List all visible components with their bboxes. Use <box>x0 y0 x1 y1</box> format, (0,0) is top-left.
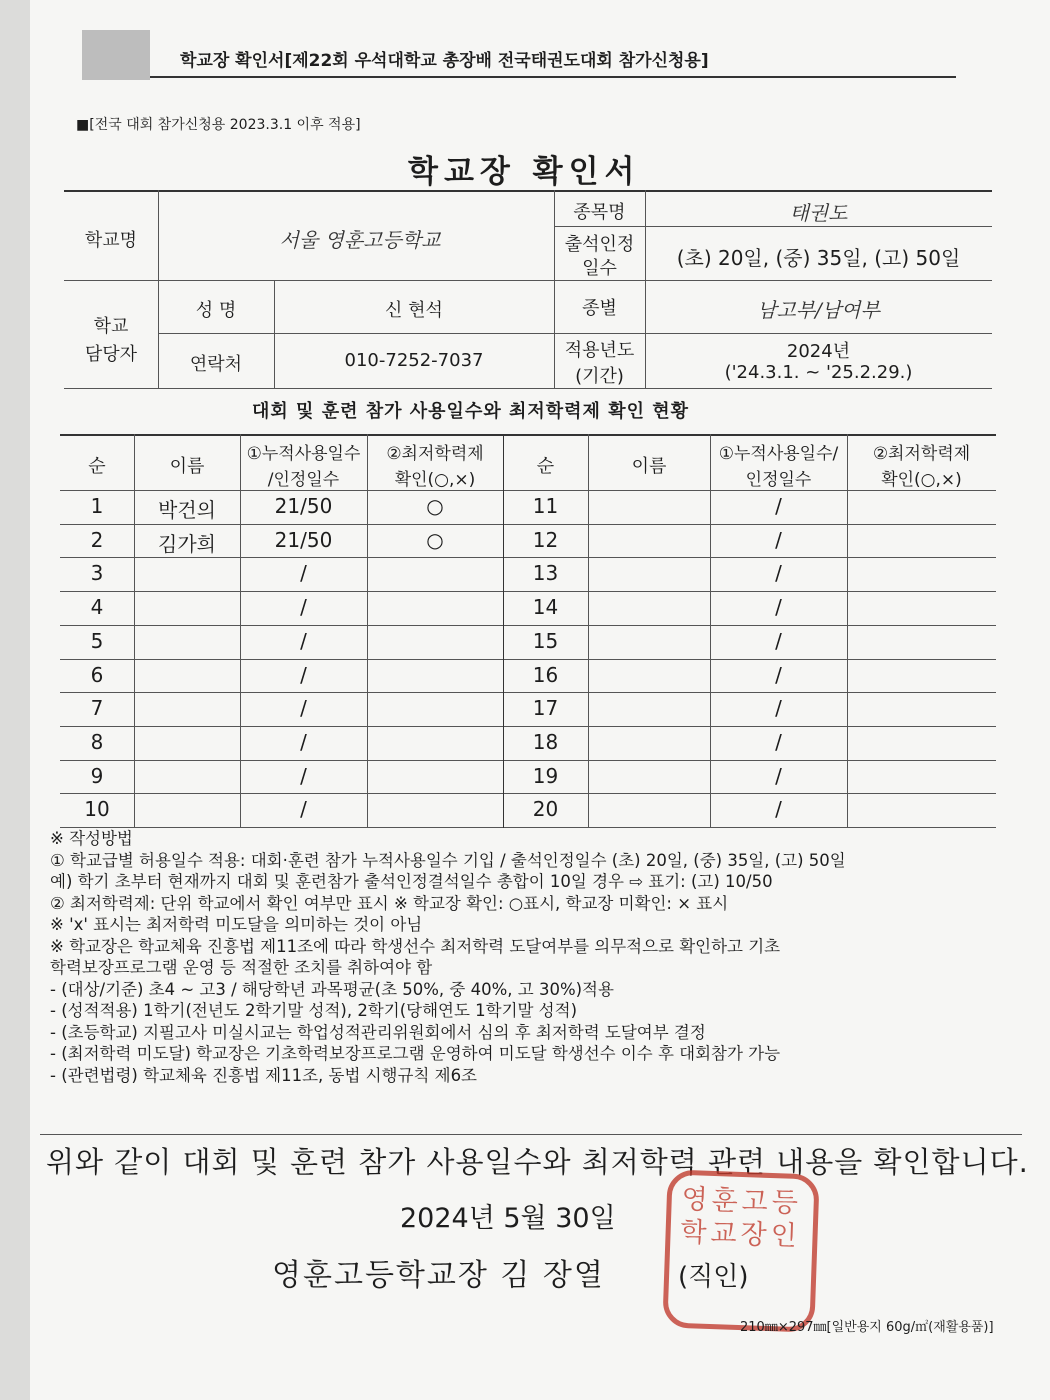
table-cell-no: 3 <box>90 561 104 585</box>
attendance-value: (초) 20일, (중) 35일, (고) 50일 <box>676 246 961 270</box>
manager-label-1: 학교 <box>93 316 129 337</box>
table-cell-no: 1 <box>90 494 104 518</box>
document-title: 학교장 확인서 <box>408 154 641 190</box>
year-period: ('24.3.1. ~ '25.2.29.) <box>724 362 913 383</box>
table-cell-days: / <box>300 730 307 754</box>
table-cell-days: / <box>300 595 307 619</box>
paper-info: 210㎜×297㎜[일반용지 60g/㎡(재활용품)] <box>740 1320 994 1335</box>
table-cell-name: 김가희 <box>158 532 216 556</box>
header-min-2: 확인(○,×) <box>394 470 476 490</box>
note-line: - (최저학력 미도달) 학교장은 기초학력보장프로그램 운영하여 미도달 학생선수 이수 후 대회참가 가능 <box>50 1044 781 1063</box>
header-min-right-1: ②최저학력제 <box>872 444 971 464</box>
contact-value: 010-7252-7037 <box>344 350 484 371</box>
header-name: 이름 <box>169 456 205 477</box>
year-label-1: 적용년도 <box>564 340 635 361</box>
header-days-1: ①누적사용일수 <box>246 444 361 464</box>
attendance-label-1: 출석인정 <box>564 234 635 255</box>
year-value: 2024년 <box>786 341 851 362</box>
table-cell-days2: / <box>775 764 782 788</box>
table-cell-no: 4 <box>90 595 104 619</box>
note-line: - (대상/기준) 초4 ~ 고3 / 해당학년 과목평균(초 50%, 중 40%, 고 30%)적용 <box>50 979 614 999</box>
table-cell-days: / <box>300 561 307 585</box>
table-cell-no2: 12 <box>532 528 559 552</box>
year-label-2: (기간) <box>575 366 624 387</box>
table-cell-days2: / <box>775 663 782 687</box>
header-title: 학교장 확인서[제22회 우석대학교 총장배 전국태권도대회 참가신청용] <box>180 51 709 71</box>
note-line: ※ 'x' 표시는 최저학력 미도달을 의미하는 것이 아님 <box>50 915 423 934</box>
table-cell-days2: / <box>775 494 782 518</box>
header-min-1: ②최저학력제 <box>386 444 484 464</box>
contact-label: 연락처 <box>189 354 243 375</box>
note-line: ① 학교급별 허용일수 적용: 대회·훈련 참가 누적사용일수 기입 / 출석인정일수 (초) 20일, (중) 35일, (고) 50일 <box>50 850 846 870</box>
table-cell-no2: 18 <box>532 730 559 754</box>
table-cell-days: / <box>300 764 307 788</box>
table-cell-no2: 13 <box>532 561 559 585</box>
seal-note: (직인) <box>678 1262 749 1292</box>
header-gray-box <box>82 30 150 80</box>
seal-lettering: 영훈고등학교장인 <box>679 1183 803 1253</box>
table-cell-days: 21/50 <box>274 528 333 552</box>
header-min-right-2: 확인(○,×) <box>881 470 962 490</box>
event-label: 종목명 <box>573 202 626 223</box>
header-no: 순 <box>88 456 106 477</box>
table-cell-no2: 17 <box>532 696 559 720</box>
header-days-right-1: ①누적사용일수/ <box>718 444 839 464</box>
category-label: 종별 <box>582 298 617 319</box>
table-cell-days: 21/50 <box>274 494 333 518</box>
table-cell-days2: / <box>775 797 782 821</box>
note-line: 학력보장프로그램 운영 등 적절한 조치를 취하여야 함 <box>50 958 433 977</box>
header-days-2: /인정일수 <box>267 470 340 490</box>
table-cell-no: 9 <box>90 764 104 788</box>
signature-date: 2024년 5월 30일 <box>400 1203 616 1234</box>
table-cell-min: ○ <box>426 528 444 552</box>
note-line: - (관련법령) 학교체육 진흥법 제11조, 동법 시행규칙 제6조 <box>50 1065 477 1085</box>
table-cell-no: 10 <box>84 797 110 821</box>
header-underline <box>150 76 956 78</box>
note-line: ② 최저학력제: 단위 학교에서 확인 여부만 표시 ※ 학교장 확인: ○표시, 학교장 미확인: × 표시 <box>50 893 729 913</box>
table-cell-days: / <box>300 797 307 821</box>
section-title: 대회 및 훈련 참가 사용일수와 최저학력제 확인 현황 <box>252 401 690 422</box>
principal-name: 영훈고등학교장 김 장열 <box>272 1258 605 1293</box>
notice-text: ■[전국 대회 참가신청용 2023.3.1 이후 적용] <box>76 117 361 133</box>
note-line: - (초등학교) 지필고사 미실시교는 학업성적관리위원회에서 심의 후 최저학력 도달여부 결정 <box>50 1022 706 1042</box>
note-line: ※ 작성방법 <box>50 829 133 848</box>
name-label: 성 명 <box>195 300 237 321</box>
table-cell-no2: 16 <box>532 663 559 687</box>
note-line: 예) 학기 초부터 현재까지 대회 및 훈련참가 출석인정결석일수 총합이 10일 경우 ⇨ 표기: (고) 10/50 <box>50 872 773 891</box>
table-cell-no2: 19 <box>532 764 559 788</box>
table-cell-no: 5 <box>90 629 104 653</box>
category-value: 남고부/남여부 <box>757 298 880 322</box>
official-seal <box>662 1169 819 1332</box>
table-cell-days2: / <box>775 629 782 653</box>
confirmation-text: 위와 같이 대회 및 훈련 참가 사용일수와 최저학력 관련 내용을 확인합니다. <box>46 1145 1029 1179</box>
table-cell-no2: 11 <box>532 494 559 518</box>
table-cell-no2: 14 <box>532 595 559 619</box>
table-cell-min: ○ <box>426 494 444 518</box>
writing-method-notes <box>50 828 1010 1086</box>
table-cell-days: / <box>300 629 307 653</box>
manager-label-2: 담당자 <box>84 344 138 365</box>
table-cell-days: / <box>300 663 307 687</box>
notes-divider <box>40 1134 1022 1135</box>
table-cell-no: 6 <box>90 663 104 687</box>
table-cell-days2: / <box>775 730 782 754</box>
header-name-right: 이름 <box>631 456 667 477</box>
table-cell-days2: / <box>775 696 782 720</box>
note-line: ※ 학교장은 학교체육 진흥법 제11조에 따라 학생선수 최저학력 도달여부를 의무적으로 확인하고 기초 <box>50 936 781 956</box>
school-value: 서울 영훈고등학교 <box>279 228 441 252</box>
table-cell-name: 박건의 <box>158 498 216 522</box>
table-cell-days2: / <box>775 595 782 619</box>
table-cell-no: 8 <box>90 730 104 754</box>
note-line: - (성적적용) 1학기(전년도 2학기말 성적), 2학기(당해연도 1학기말 성적) <box>50 1001 578 1020</box>
event-value: 태권도 <box>789 201 848 225</box>
table-cell-days2: / <box>775 561 782 585</box>
name-value: 신 현석 <box>385 300 443 321</box>
table-cell-days2: / <box>775 528 782 552</box>
table-cell-no: 2 <box>90 528 104 552</box>
table-cell-days: / <box>300 696 307 720</box>
header-no-right: 순 <box>536 456 555 477</box>
table-cell-no2: 15 <box>532 629 559 653</box>
header-days-right-2: 인정일수 <box>745 470 812 490</box>
school-label: 학교명 <box>84 230 138 251</box>
attendance-label-2: 일수 <box>582 258 617 279</box>
table-cell-no: 7 <box>90 696 104 720</box>
table-cell-no2: 20 <box>532 797 559 821</box>
